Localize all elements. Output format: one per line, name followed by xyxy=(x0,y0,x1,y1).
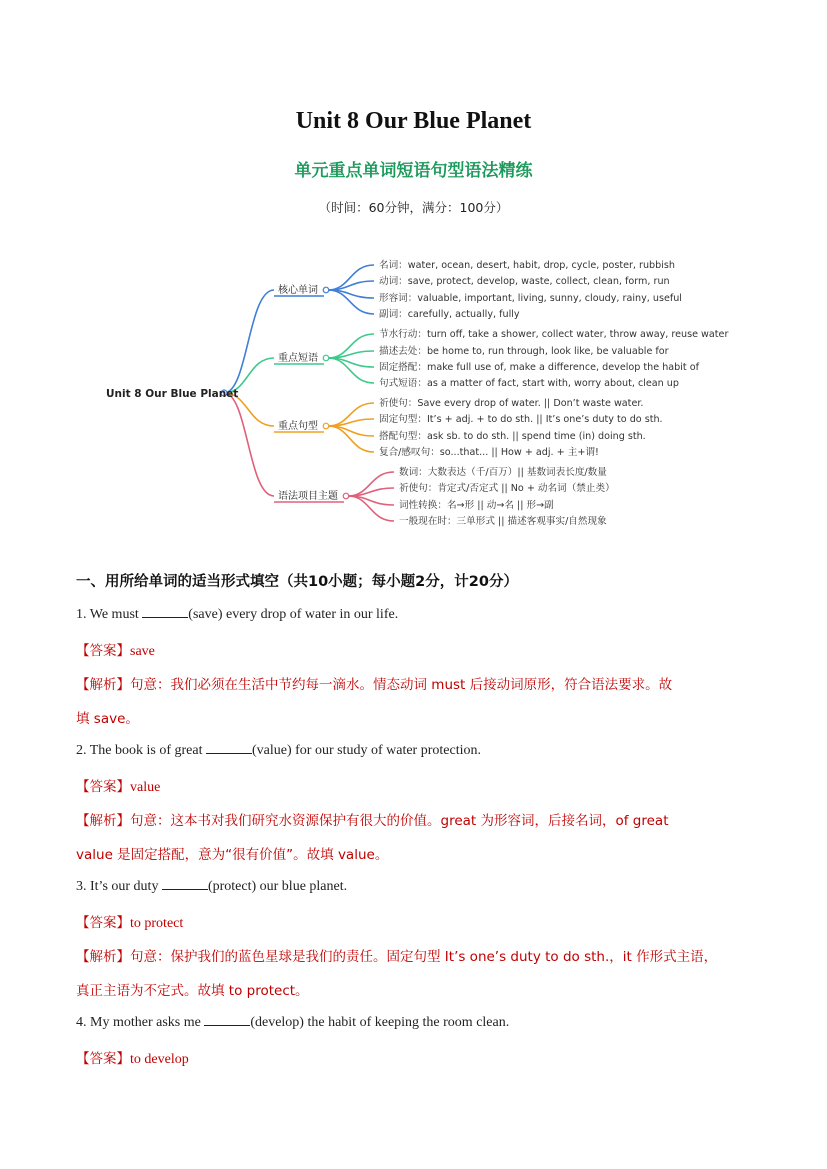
leaf-imperatives: 祈使句：Save every drop of water. || Don’t waste water. xyxy=(379,398,644,409)
branch-label-core-words: 核心单词 xyxy=(278,285,318,296)
question-3: 3. It’s our duty (protect) our blue planet. xyxy=(76,879,348,894)
question-2: 2. The book is of great (value) for our study of water protection. xyxy=(76,743,481,758)
answer-1: 【答案】save xyxy=(76,643,155,659)
analysis-1-line1: 【解析】句意：我们必须在生活中节约每一滴水。情态动词 must 后接动词原形，符合语法要求。故 xyxy=(76,677,673,693)
analysis-2-line1: 【解析】句意：这本书对我们研究水资源保护有很大的价值。great 为形容词，后接名词，of great xyxy=(76,813,669,829)
branch-node-dot xyxy=(323,423,329,429)
leaf-describe-places: 描述去处：be home to, run through, look like, be valuable for xyxy=(379,346,669,357)
question-4: 4. My mother asks me (develop) the habit of keeping the room clean. xyxy=(76,1015,510,1030)
leaf-nouns: 名词：water, ocean, desert, habit, drop, cycle, poster, rubbish xyxy=(379,260,675,271)
leaf-simple-present: 一般现在时：三单形式 || 描述客观事实/自然现象 xyxy=(399,516,607,527)
answer-3: 【答案】to protect xyxy=(76,915,184,931)
question-1: 1. We must (save) every drop of water in our life. xyxy=(76,607,399,622)
branch-label-grammar: 语法项目主题 xyxy=(278,491,338,502)
answer-4: 【答案】to develop xyxy=(76,1051,189,1067)
leaf-adverbs: 副词：carefully, actually, fully xyxy=(379,309,520,320)
leaf-fixed-patterns: 固定句型：It’s + adj. + to do sth. || It’s one’s duty to do sth. xyxy=(379,414,663,425)
leaf-verbs: 动词：save, protect, develop, waste, collect, clean, form, run xyxy=(379,276,670,287)
time-score-info: （时间：60分钟，满分：100分） xyxy=(318,200,509,215)
leaf-fixed-collocations: 固定搭配：make full use of, make a difference, develop the habit of xyxy=(379,362,699,373)
answer-blank[interactable] xyxy=(142,605,188,618)
section-heading: 一、用所给单词的适当形式填空（共10小题；每小题2分，计20分） xyxy=(76,574,518,590)
page-subtitle: 单元重点单词短语句型语法精练 xyxy=(294,161,533,181)
leaf-word-conversion: 词性转换：名→形 || 动→名 || 形→副 xyxy=(399,500,554,511)
connector-blue xyxy=(224,290,274,393)
leaf-sentence-phrases: 句式短语：as a matter of fact, start with, worry about, clean up xyxy=(379,378,679,389)
branch-label-key-sentences: 重点句型 xyxy=(278,421,318,432)
branch-node-dot xyxy=(343,493,349,499)
leaf-collocation-patterns: 搭配句型：ask sb. to do sth. || spend time (in) doing sth. xyxy=(379,431,646,442)
leaf-water-saving: 节水行动：turn off, take a shower, collect water, throw away, reuse water xyxy=(379,329,729,340)
analysis-1-line2: 填 save。 xyxy=(76,711,139,727)
mindmap-root: Unit 8 Our Blue Planet xyxy=(106,388,239,400)
branch-node-dot xyxy=(323,287,329,293)
mind-map xyxy=(98,248,738,538)
page-title: Unit 8 Our Blue Planet xyxy=(295,108,532,134)
analysis-3-line2: 真正主语为不定式。故填 to protect。 xyxy=(76,983,309,999)
answer-blank[interactable] xyxy=(162,877,208,890)
mindmap-nodes xyxy=(221,287,349,499)
analysis-2-line2: value 是固定搭配，意为“很有价值”。故填 value。 xyxy=(76,847,389,863)
analysis-3-line1: 【解析】句意：保护我们的蓝色星球是我们的责任。固定句型 It’s one’s duty to do sth.，it 作形式主语， xyxy=(76,949,718,965)
leaf-imperative-grammar: 祈使句：肯定式/否定式 || No + 动名词（禁止类） xyxy=(399,483,615,494)
branch-label-key-phrases: 重点短语 xyxy=(278,353,318,364)
leaf-adjectives: 形容词：valuable, important, living, sunny, cloudy, rainy, useful xyxy=(379,293,682,304)
leaf-numerals: 数词：大数表达（千/百万）|| 基数词表长度/数量 xyxy=(399,467,607,478)
answer-2: 【答案】value xyxy=(76,779,161,795)
mindmap-connectors xyxy=(224,265,394,521)
leaf-complex-exclamatory: 复合/感叹句：so...that... || How + adj. + 主+谓! xyxy=(379,447,599,458)
answer-blank[interactable] xyxy=(206,741,252,754)
connector-red xyxy=(224,393,274,496)
answer-blank[interactable] xyxy=(204,1013,250,1026)
branch-node-dot xyxy=(323,355,329,361)
